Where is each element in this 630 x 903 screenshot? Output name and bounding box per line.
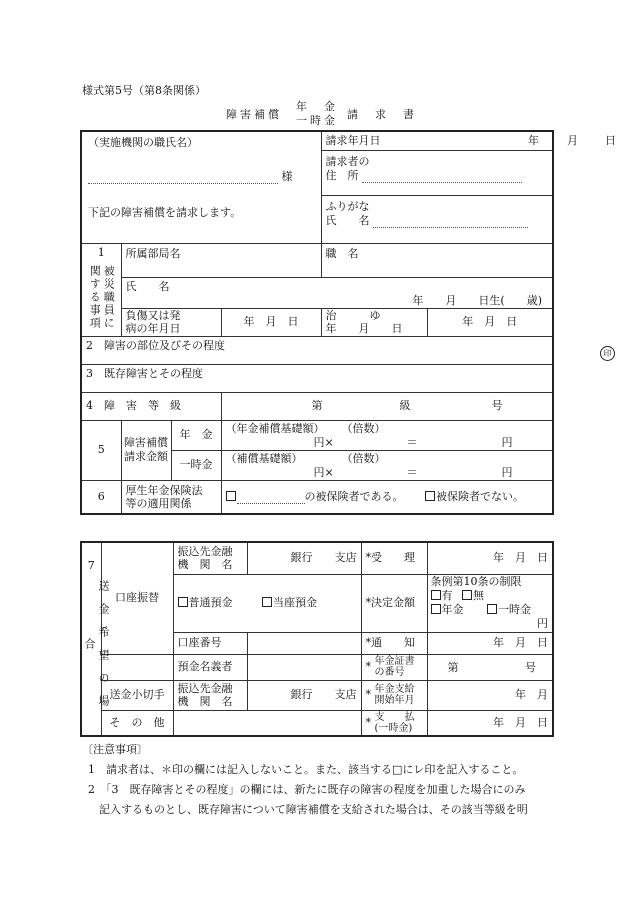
pay-start-label-cell: * 年金支給 開始年月 [361,680,427,710]
dept-label: 所属部局名 [125,246,181,260]
grade-cell[interactable] [221,392,553,420]
check-bank-label-cell [173,680,247,710]
pension-calc-cell[interactable] [221,420,553,450]
payment-label-cell: * 支 払 (一時金) [361,710,427,736]
grade-kyu: 級 [399,398,411,412]
cert-no-cell [427,654,553,680]
section1-side [81,243,121,336]
account-no-cell[interactable] [247,632,361,654]
bank-text: 銀行 支店 [290,551,357,565]
payment-cell [427,710,553,736]
lump-yen: 円 [501,465,513,479]
receipt-date-cell [427,542,553,574]
cert-go: 号 [525,660,536,674]
account-no-label: 口座番号 [177,636,222,649]
insured-checkbox[interactable] [226,491,236,501]
section5-label-cell [121,420,171,480]
cert-dai: 第 [447,660,459,674]
insured-law-field[interactable] [237,491,305,504]
current-deposit-label: 当座預金 [273,596,317,609]
section3-label: 3 既存障害とその程度 [86,366,203,380]
bank-label2: 機 関 名 [177,558,233,572]
pay-start-l1: 年金支給 [374,684,415,695]
lump-eq: ＝ [406,465,418,479]
section4-label: 4 障 害 等 級 [86,399,181,412]
account-no-label-cell [173,632,247,654]
main-form-table [80,130,616,515]
section5-num-cell [81,420,121,480]
deposit-type-cell[interactable] [173,574,361,632]
none-label: 無 [473,589,484,602]
cure-date-ymd: 年 月 日 [462,315,518,328]
sama-label: 様 [281,170,293,183]
cure-label2: 年 月 日 [325,322,403,335]
pay-start-ym: 年 月 [515,688,548,701]
note-2a: 2 「3 既存障害とその程度」の欄には、新たに既存の障害の程度を加重した場合にのみ [88,783,526,796]
holder-spacer [101,654,173,680]
notes-block [82,740,528,820]
lump-multiplier-label: （倍数） [341,451,386,465]
injury-label2: 病の年月日 [125,322,181,335]
notice-date-cell [427,632,553,654]
account-transfer-label: 口座振替 [115,591,159,605]
check-label: 送金小切手 [109,688,165,701]
injury-date-cell[interactable] [221,308,321,336]
birth-text: 年 月 日生( 歳) [412,293,542,307]
check-bank-cell[interactable] [247,680,361,710]
decision-label: *決定金額 [365,596,415,609]
grade-go: 号 [491,398,503,412]
injury-label1: 負傷又は発 [125,309,181,322]
pension-multiplier-label: （倍数） [341,421,386,435]
title-lower: 一時金 [296,114,338,127]
decision-label-cell [361,574,427,632]
section4-label-cell [81,392,221,420]
insured-label: の被保険者である。 [304,489,404,503]
not-insured-label: 被保険者でない。 [436,489,524,503]
cure-date-cell[interactable] [427,308,553,336]
notice-date: 年 月 日 [493,636,548,649]
note-1: 1 請求者は、＊印の欄には記入しないこと。また、該当する□にレ印を記入すること。 [88,763,524,776]
lump-base-label: （補償基礎額） [225,451,303,465]
section6-num: 6 [97,489,105,503]
bank-label1: 振込先金融 [177,545,233,559]
victim-name-cell[interactable] [121,277,553,308]
have-checkbox [431,590,441,600]
cert-mark: * [365,660,371,673]
dept-cell[interactable] [121,243,321,277]
check-label-cell [101,680,173,710]
section7-side [81,542,110,736]
section1-num: 1 [97,245,105,259]
bank-label-cell [173,542,247,574]
none-checkbox [462,590,472,600]
request-date-cell[interactable] [321,131,616,150]
other-label: そ の 他 [109,715,165,729]
holder-cell[interactable] [247,654,361,680]
lump-label: 一時金 [179,458,213,471]
payment-l2: (一時金) [374,722,413,734]
section7-side-label: 送金希望の場合 [83,580,110,718]
nenkin-label: 年金 [441,603,464,616]
address-label: 住 所 [325,168,359,182]
normal-deposit-checkbox[interactable] [178,597,188,607]
request-date-label: 請求年月日 [325,133,381,147]
pension-label: 年 金 [179,428,213,441]
holder-label-cell [173,654,247,680]
claimant-address-cell[interactable] [321,150,553,195]
cure-label1: 治 ゆ [325,309,381,322]
post-label: 職 名 [325,246,359,260]
section2-label: 2 障害の部位及びその程度 [86,338,225,352]
decision-yen: 円 [537,617,548,630]
nenkin-checkbox [431,604,441,614]
victim-name-label: 氏 名 [125,279,170,293]
section6-label1: 厚生年金保険法 [125,483,203,497]
section6-num-cell [81,480,121,514]
title-right: 請 求 書 [347,108,417,121]
year-label: 年 [528,133,539,147]
have-label: 有 [441,589,453,602]
holder-label: 預金名義者 [177,660,233,673]
pension-yen: 円 [501,435,513,449]
cert-no-label-cell [361,654,427,680]
payment-l1: 支 払 [374,711,415,723]
section1-side-label: 被災職員に関する事項 [88,265,116,330]
claimant-address-label: 請求者の [325,154,370,168]
section5-num: 5 [97,443,105,456]
notes-header: 〔注意事項〕 [82,743,148,756]
section3-cell[interactable] [81,364,553,392]
name-label: 氏 名 [325,213,370,227]
ichiji-checkbox [487,604,497,614]
cert-no-l1: 年金証書 [374,656,415,667]
post-cell[interactable] [321,243,553,277]
form-number: 様式第5号（第8条関係） [82,84,206,97]
section5-label: 障害補償請求金額 [124,436,168,463]
pay-start-cell [427,680,553,710]
section7-num: 7 [87,559,95,572]
lump-label-cell [171,450,221,480]
form-title [0,96,630,127]
org-name-field[interactable] [88,171,278,184]
section2-cell[interactable] [81,336,553,364]
check-bank-text: 銀行 支店 [290,688,357,701]
injury-date-label-cell [121,308,221,336]
section6-label-cell [121,480,221,514]
furigana-label: ふりがな [325,199,370,213]
receipt-label-cell [361,542,427,574]
address-field[interactable] [362,170,522,183]
pension-eq: ＝ [406,435,418,449]
pay-start-l2: 開始年月 [374,695,415,706]
rule-limit-label: 条例第10条の制限 [430,575,522,588]
remittance-table [80,541,554,737]
section6-options-cell[interactable] [221,480,553,514]
org-label: （実施機関の職氏名） [88,136,198,149]
injury-date-ymd: 年 月 日 [243,315,299,328]
month-label: 月 [567,133,578,147]
check-bank-label1: 振込先金融 [177,682,233,695]
title-upper: 年 金 [296,100,338,113]
other-cell[interactable] [173,710,361,736]
pension-label-cell [171,420,221,450]
request-text: 下記の障害補償を請求します。 [88,206,242,219]
ichiji-label: 一時金 [498,603,531,616]
section6-label2: 等の適用関係 [125,496,192,510]
normal-deposit-label: 普通預金 [188,596,233,609]
seal-icon: 印 [600,346,615,361]
receipt-date: 年 月 日 [493,551,548,565]
day-label: 日 [605,133,616,147]
not-insured-checkbox[interactable] [425,491,435,501]
check-bank-label2: 機 関 名 [177,695,233,708]
account-transfer-cell [101,542,173,654]
grade-dai: 第 [311,398,323,412]
current-deposit-checkbox[interactable] [262,597,272,607]
decision-detail-cell [427,574,553,632]
payment-date: 年 月 日 [493,715,548,729]
receipt-label: *受 理 [365,551,415,565]
cert-no-l2: の番号 [374,667,405,678]
other-label-cell [101,710,173,736]
pension-yen-x: 円× [313,435,334,449]
notice-label: *通 知 [365,636,415,649]
lump-yen-x: 円× [313,465,334,479]
org-block [81,131,321,243]
cure-label-cell [321,308,427,336]
notice-label-cell [361,632,427,654]
title-left: 障害補償 [226,108,282,121]
bank-name-cell[interactable] [247,542,361,574]
pension-base-label: （年金補償基礎額） [225,421,325,435]
lump-calc-cell[interactable] [221,450,553,480]
note-2b: 記入するものとし、既存障害について障害補償を支給された場合は、その該当等級を明 [88,803,528,816]
name-field[interactable] [373,215,528,228]
